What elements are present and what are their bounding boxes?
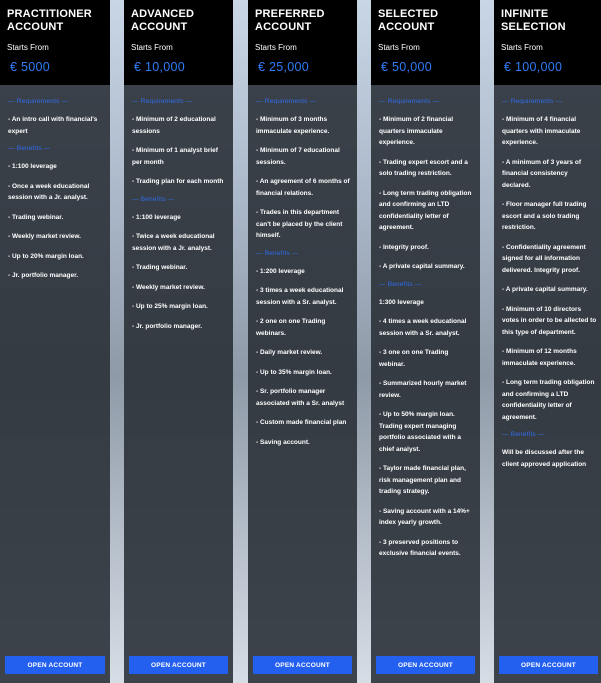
plan-body <box>0 85 110 282</box>
feature-item: - 1:200 leverage <box>256 267 305 275</box>
feature-item: - 1:100 leverage <box>132 213 181 221</box>
plan-header <box>124 0 233 85</box>
section-heading: — Benefits — <box>379 280 422 288</box>
plan-header <box>494 0 601 85</box>
section-heading: — Requirements — <box>256 98 317 105</box>
feature-item: - Minimum of 2 financial quarters immaculate experience. <box>379 116 454 146</box>
plan-price: € 100,000 <box>504 60 563 74</box>
feature-item: - 3 times a week educational session with a Sr. analyst. <box>256 287 344 306</box>
feature-item: - 3 one on one Trading webinar. <box>379 349 449 368</box>
open-account-button[interactable]: OPEN ACCOUNT <box>499 656 598 674</box>
plan-header <box>0 0 110 85</box>
feature-item: - Minimum of 4 financial quarters with immaculate experience. <box>502 116 581 146</box>
feature-item: - Weekly market review. <box>132 283 205 291</box>
feature-item: - Long term trading obligation and confirming an LTD confidentiality letter of agreement. <box>379 189 472 231</box>
feature-item: - 2 one on one Trading webinars. <box>256 318 326 337</box>
plan-header <box>248 0 357 85</box>
plan-price: € 10,000 <box>134 60 186 74</box>
feature-item: - A private capital summary. <box>379 263 465 270</box>
feature-item: - Trading webinar. <box>132 264 188 271</box>
feature-item: - Up to 50% margin loan. Trading expert managing portfolio associated with a chief analyst. <box>379 411 461 453</box>
section-heading: — Requirements — <box>379 98 440 105</box>
feature-item: - Up to 35% margin loan. <box>256 368 332 376</box>
feature-item: - Minimum of 10 directors votes in order to be allected to this type of department. <box>502 305 597 336</box>
feature-item: - Minimum of 1 analyst brief per month <box>132 147 218 166</box>
plan-body <box>371 85 480 560</box>
feature-item: - Twice a week educational session with a Jr. analyst. <box>132 233 215 252</box>
feature-item: - 1:100 leverage <box>8 163 57 170</box>
feature-item: Will be discussed after the client approved application <box>502 449 587 468</box>
feature-item: - Sr. portfolio manager associated with a Sr. analyst <box>256 388 345 407</box>
feature-item: - Floor manager full trading escort and a solo trading restriction. <box>502 201 587 231</box>
feature-item: - An intro call with financial's expert <box>8 116 98 135</box>
plan-title: PREFERRED ACCOUNT <box>255 8 325 33</box>
plan-title: PRACTITIONER ACCOUNT <box>7 8 92 33</box>
plan-title: INFINITE SELECTION <box>501 8 566 33</box>
feature-item: - Saving account with a 14%+ index yearly growth. <box>379 507 470 526</box>
feature-item: - 4 times a week educational session with a Sr. analyst. <box>379 318 467 337</box>
feature-item: - Minimum of 3 months immaculate experience. <box>256 116 330 135</box>
plan-price: € 5000 <box>10 60 51 74</box>
starts-from-label: Starts From <box>7 43 49 52</box>
feature-item: - Minimum of 12 months immaculate experience. <box>502 348 577 367</box>
feature-item: - Daily market review. <box>256 349 323 356</box>
plan-body <box>124 85 233 332</box>
feature-item: - 3 preserved positions to exclusive financial events. <box>379 538 461 557</box>
feature-item: - Integrity proof. <box>379 243 429 251</box>
plan-title: ADVANCED ACCOUNT <box>131 8 195 33</box>
plan-card <box>124 0 233 683</box>
feature-item: 1:300 leverage <box>379 298 424 306</box>
feature-item: - Long term trading obligation and confirming a LTD confidentiality letter of agreement. <box>502 379 595 421</box>
feature-item: - Trading plan for each month <box>132 178 224 185</box>
starts-from-label: Starts From <box>131 43 173 52</box>
plan-card <box>0 0 110 683</box>
feature-item: - Confidentiality agreement signed for all information delivered. Integrity proof. <box>502 243 586 274</box>
plan-price: € 25,000 <box>258 60 310 74</box>
feature-item: - Custom made financial plan <box>256 419 347 426</box>
section-heading: — Benefits — <box>502 431 545 438</box>
open-account-button[interactable]: OPEN ACCOUNT <box>376 656 475 674</box>
plan-card <box>371 0 480 683</box>
section-heading: — Benefits — <box>8 145 51 152</box>
feature-item: - Minimum of 2 educational sessions <box>132 116 216 135</box>
feature-item: - Jr. portfolio manager. <box>8 272 79 279</box>
feature-item: - Up to 25% margin loan. <box>132 303 208 310</box>
plan-header <box>371 0 480 85</box>
plan-body <box>248 85 357 448</box>
plan-price: € 50,000 <box>381 60 433 74</box>
feature-item: - Trading expert escort and a solo trading restriction. <box>379 158 468 177</box>
feature-item: - A minimum of 3 years of financial consistency declared. <box>502 158 581 189</box>
feature-item: - A private capital summary. <box>502 286 588 293</box>
feature-item: - Weekly market review. <box>8 233 81 240</box>
open-account-button[interactable]: OPEN ACCOUNT <box>5 656 105 674</box>
section-heading: — Requirements — <box>8 98 69 105</box>
feature-item: - Trades in this department can't be placed by the client himself. <box>256 209 343 239</box>
plan-body <box>494 85 601 470</box>
feature-item: - An agreement of 6 months of financial relations. <box>256 178 350 197</box>
feature-item: - Jr. portfolio manager. <box>132 322 203 330</box>
plan-title: SELECTED ACCOUNT <box>378 8 439 33</box>
section-heading: — Requirements — <box>502 98 563 105</box>
feature-item: - Taylor made financial plan, risk management plan and trading strategy. <box>379 465 466 495</box>
feature-item: - Minimum of 7 educational sessions. <box>256 147 340 166</box>
section-heading: — Benefits — <box>256 249 299 257</box>
section-heading: — Requirements — <box>132 98 193 105</box>
feature-item: - Saving account. <box>256 438 310 446</box>
section-heading: — Benefits — <box>132 195 175 203</box>
feature-item: - Trading webinar. <box>8 213 64 221</box>
open-account-button[interactable]: OPEN ACCOUNT <box>253 656 352 674</box>
open-account-button[interactable]: OPEN ACCOUNT <box>129 656 228 674</box>
feature-item: - Up to 20% margin loan. <box>8 252 84 260</box>
feature-item: - Summarized hourly market review. <box>379 380 467 399</box>
starts-from-label: Starts From <box>378 43 420 52</box>
starts-from-label: Starts From <box>501 43 543 52</box>
feature-item: - Once a week educational session with a Jr. analyst. <box>8 182 90 201</box>
plan-card <box>494 0 601 683</box>
starts-from-label: Starts From <box>255 43 297 52</box>
plan-card <box>248 0 357 683</box>
